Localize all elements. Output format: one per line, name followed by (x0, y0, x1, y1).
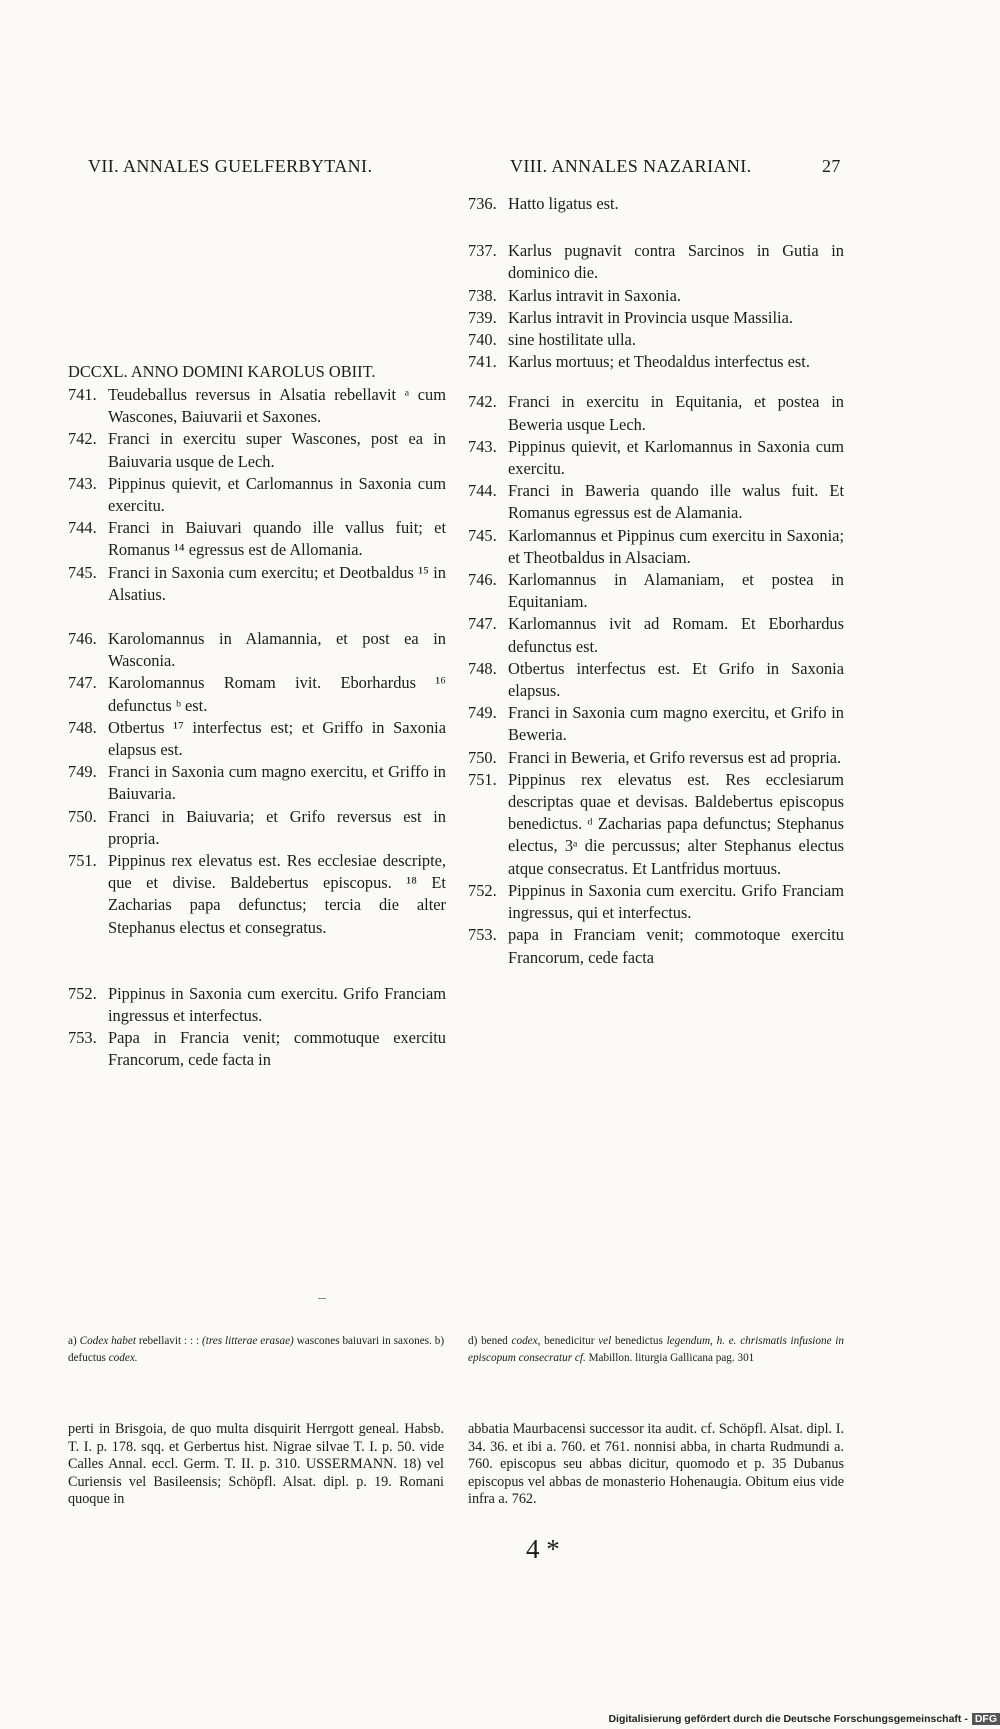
entry-743: 743. Pippinus quievit, et Carlomannus in Saxonia cum exercitu. (68, 473, 446, 516)
entry-746: 746. Karlomannus in Alamaniam, et postea in Equitaniam. (468, 570, 844, 612)
entry-747: 747. Karlomannus ivit ad Romam. Et Eborhardus defunctus est. (468, 614, 844, 656)
footnote-left: a) Codex habet rebellavit : : : (tres litterae erasae) wascones baiuvari in saxones. b) defuctus codex. (68, 1335, 445, 1364)
entry-751: 751. Pippinus rex elevatus est. Res ecclesiarum descriptas quae et devisas. Baldebertus episcopus benedictus. ᵈ Zacharias papa defunctus; Stephanus electus, 3ᵃ die percussus; alter Stephanus electus atque consecratus. Et Lantfridus mortuus. (468, 769, 844, 878)
entry-744: 744. Franci in Baweria quando ille walus fuit. Et Romanus egressus est de Alamania. (468, 481, 844, 523)
entry-739: 739. Karlus intravit in Provincia usque Massilia. (468, 307, 793, 327)
dfg-footer: Digitalisierung gefördert durch die Deutsche Forschungsgemeinschaft - DFG (608, 1713, 1000, 1725)
entry-752: 752. Pippinus in Saxonia cum exercitu. Grifo Franciam ingressus et interfectus. (68, 983, 446, 1026)
entry-740: 740. sine hostilitate ulla. (468, 330, 636, 350)
entry-751: 751. Pippinus rex elevatus est. Res ecclesiae descripte, que et divise. Baldebertus episcopus. ¹⁸ Et Zacharias papa defunctus; tercia die alter Stephanus electus et consegratus. (68, 851, 446, 937)
entry-738: 738. Karlus intravit in Saxonia. (468, 285, 681, 305)
entry-749: 749. Franci in Saxonia cum magno exercitu, et Grifo in Beweria. (468, 703, 844, 745)
entry-750: 750. Franci in Beweria, et Grifo reversus est ad propria. (468, 747, 842, 767)
commentary-left: perti in Brisgoia, de quo multa disquirit Herrgott geneal. Habsb. T. I. p. 178. sqq. et Gerbertus hist. Nigrae silvae T. I. p. 50. vide Calles Annal. eccl. Germ. T. II. p. 310. USSERMANN. 18) vel Curiensis vel Basileensis; Schöpfl. Alsat. dipl. p. 19. Romani quoque in (68, 1421, 444, 1508)
running-header-right: VIII. ANNALES NAZARIANI. (510, 156, 752, 176)
entry-752: 752. Pippinus in Saxonia cum exercitu. Grifo Franciam ingressus, qui et interfectus. (468, 880, 844, 923)
entry-736: 736. Hatto ligatus est. (468, 194, 619, 213)
entry-737: 737. Karlus pugnavit contra Sarcinos in Gutia in dominico die. (468, 241, 844, 283)
footnote-right: d) bened codex, benedicitur vel benedictus legendum, h. e. chrismatis infusione in episcopum consecratur cf. Mabillon. liturgia Gallicana pag. 301 (468, 1335, 845, 1364)
entry-745: 745. Franci in Saxonia cum exercitu; et Deotbaldus ¹⁵ in Alsatius. (68, 562, 446, 604)
signature-mark: 4 * (526, 1534, 560, 1564)
entry-753: 753. Papa in Francia venit; commotuque exercitu Francorum, cede facta in (68, 1028, 446, 1070)
entry-744: 744. Franci in Baiuvari quando ille vallus fuit; et Romanus ¹⁴ egressus est de Allomania. (68, 518, 446, 560)
footnote-separator (318, 1298, 326, 1299)
entry-748: 748. Otbertus interfectus est. Et Grifo in Saxonia elapsus. (468, 658, 844, 701)
entry-746: 746. Karolomannus in Alamannia, et post ea in Wasconia. (68, 629, 446, 671)
entry-741: 741. Karlus mortuus; et Theodaldus interfectus est. (468, 352, 810, 372)
entry-742: 742. Franci in exercitu super Wascones, post ea in Baiuvaria usque de Lech. (68, 429, 446, 471)
entry-741: 741. Teudeballus reversus in Alsatia rebellavit ᵃ cum Wascones, Baiuvarii et Saxones. (68, 385, 446, 427)
commentary-right: abbatia Maurbacensi successor ita audit. cf. Schöpfl. Alsat. dipl. I. 34. 36. et ibi a. 760. et 761. nonnisi abba, in charta Rudmundi a. 760. episcopus seu abbas dicitur, quomodo et p. 35 Dubanus episcopus vel abbas de monasterio Hohenaugia. Obitum eius vide infra a. 762. (468, 1421, 844, 1508)
entry-743: 743. Pippinus quievit, et Karlomannus in Saxonia cum exercitu. (468, 436, 844, 479)
right-column (468, 193, 844, 969)
entry-748: 748. Otbertus ¹⁷ interfectus est; et Griffo in Saxonia elapsus est. (68, 717, 446, 760)
left-heading: DCCXL. ANNO DOMINI KAROLUS OBIIT. (68, 362, 376, 381)
entry-753: 753. papa in Franciam venit; commotoque exercitu Francorum, cede facta (468, 925, 844, 967)
entry-747: 747. Karolomannus Romam ivit. Eborhardus ¹⁶ defunctus ᵇ est. (68, 673, 446, 715)
left-column (68, 384, 446, 1072)
page-number: 27 (822, 156, 841, 176)
entry-745: 745. Karlomannus et Pippinus cum exercitu in Saxonia; et Theotbaldus in Alsaciam. (468, 525, 844, 567)
entry-749: 749. Franci in Saxonia cum magno exercitu, et Griffo in Baiuvaria. (68, 762, 446, 804)
entry-750: 750. Franci in Baiuvaria; et Grifo reversus est in propria. (68, 806, 446, 848)
dfg-logo: DFG (972, 1713, 1000, 1725)
entry-742: 742. Franci in exercitu in Equitania, et postea in Beweria usque Lech. (468, 392, 844, 434)
running-header-left: VII. ANNALES GUELFERBYTANI. (88, 156, 373, 176)
